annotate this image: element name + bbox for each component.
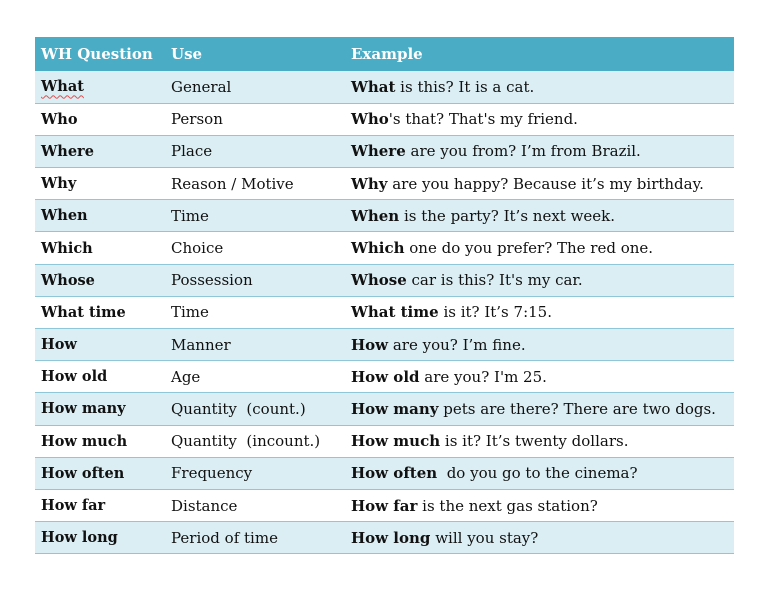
example-rest: will you stay?: [430, 528, 539, 547]
wh-word: How far: [41, 497, 106, 515]
example-wh: Whose: [351, 271, 407, 290]
example-rest: is it? It’s 7:15.: [438, 303, 552, 322]
table-header: [35, 37, 734, 71]
example-rest: car is this? It's my car.: [406, 271, 583, 290]
table-row: [35, 232, 734, 264]
wh-questions-table: [35, 37, 734, 554]
wh-word: Whose: [41, 271, 95, 289]
example-wh: How much: [351, 432, 441, 451]
example-wh: When: [351, 206, 400, 225]
example-wh: How old: [351, 367, 420, 386]
wh-word: Which: [41, 239, 93, 257]
table-row: [35, 200, 734, 232]
wh-word: Why: [41, 175, 77, 193]
example-rest: are you? I’m fine.: [388, 335, 526, 354]
wh-word: Who: [41, 110, 78, 128]
table-row: [35, 361, 734, 393]
table-row: [35, 71, 734, 103]
example-rest: is the party? It’s next week.: [399, 206, 616, 225]
example-text: [346, 296, 734, 328]
wh-word: [35, 71, 166, 103]
wh-word-text: What: [41, 78, 84, 96]
header-row: [35, 37, 734, 71]
table-body: [35, 71, 734, 554]
example-text: [346, 71, 734, 103]
header-wh-question: WH Question: [41, 45, 153, 63]
wh-word: How: [41, 336, 77, 354]
example-wh: Who: [351, 110, 389, 129]
table-row: [35, 103, 734, 135]
wh-word: How much: [41, 432, 128, 450]
table-row: [35, 522, 734, 554]
header-use: Use: [171, 45, 203, 63]
example-rest: is this? It is a cat.: [395, 77, 535, 96]
example-text: [346, 329, 734, 361]
example-rest: 's that? That's my friend.: [388, 110, 578, 129]
example-text: [346, 168, 734, 200]
example-text: [346, 103, 734, 135]
wh-word: How often: [41, 464, 125, 482]
use-text: Quantity (count.): [171, 399, 306, 418]
use-text: Choice: [171, 239, 224, 258]
use-text: Person: [171, 110, 223, 129]
table-row: [35, 425, 734, 457]
example-rest: pets are there? There are two dogs.: [438, 399, 716, 418]
example-text: [346, 425, 734, 457]
use-text: Quantity (incount.): [171, 432, 321, 451]
example-text: [346, 200, 734, 232]
wh-word: What time: [41, 303, 126, 321]
table-row: [35, 457, 734, 489]
wh-word: How long: [41, 529, 118, 547]
use-text: Age: [171, 367, 201, 386]
example-wh: What: [351, 77, 396, 96]
example-wh: How many: [351, 399, 439, 418]
example-text: [346, 135, 734, 167]
example-text: [346, 457, 734, 489]
use-text: Frequency: [171, 464, 253, 483]
wh-word: Where: [41, 142, 94, 160]
example-text: [346, 393, 734, 425]
wh-word: How old: [41, 368, 108, 386]
example-wh: Which: [351, 239, 405, 258]
example-text: [346, 232, 734, 264]
example-rest: are you happy? Because it’s my birthday.: [387, 174, 704, 193]
example-text: [346, 489, 734, 521]
table-row: [35, 135, 734, 167]
example-text: [346, 522, 734, 554]
example-rest: are you from? I’m from Brazil.: [405, 142, 641, 161]
example-rest: are you? I'm 25.: [419, 367, 547, 386]
use-text: Manner: [171, 335, 231, 354]
example-text: [346, 264, 734, 296]
use-text: Period of time: [171, 528, 278, 547]
use-text: Possession: [171, 271, 253, 290]
example-wh: What time: [351, 303, 439, 322]
example-text: [346, 361, 734, 393]
table-row: [35, 264, 734, 296]
use-text: Distance: [171, 496, 238, 515]
example-rest: do you go to the cinema?: [437, 464, 638, 483]
example-wh: How far: [351, 496, 418, 515]
table-row: [35, 296, 734, 328]
use-text: Place: [171, 142, 213, 161]
table-row: [35, 168, 734, 200]
example-rest: is it? It’s twenty dollars.: [440, 432, 629, 451]
use-text: Time: [171, 303, 209, 322]
header-example: Example: [351, 45, 423, 63]
wh-word: When: [41, 207, 88, 225]
table-row: [35, 329, 734, 361]
wh-word: How many: [41, 400, 126, 418]
use-text: Reason / Motive: [171, 174, 294, 193]
example-wh: Where: [351, 142, 406, 161]
example-rest: one do you prefer? The red one.: [404, 239, 654, 258]
example-wh: How long: [351, 528, 431, 547]
example-rest: is the next gas station?: [417, 496, 598, 515]
example-wh: Why: [351, 174, 388, 193]
table-row: [35, 489, 734, 521]
table-row: [35, 393, 734, 425]
example-wh: How often: [351, 464, 438, 483]
use-text: General: [171, 77, 232, 96]
example-wh: How: [351, 335, 389, 354]
use-text: Time: [171, 206, 209, 225]
